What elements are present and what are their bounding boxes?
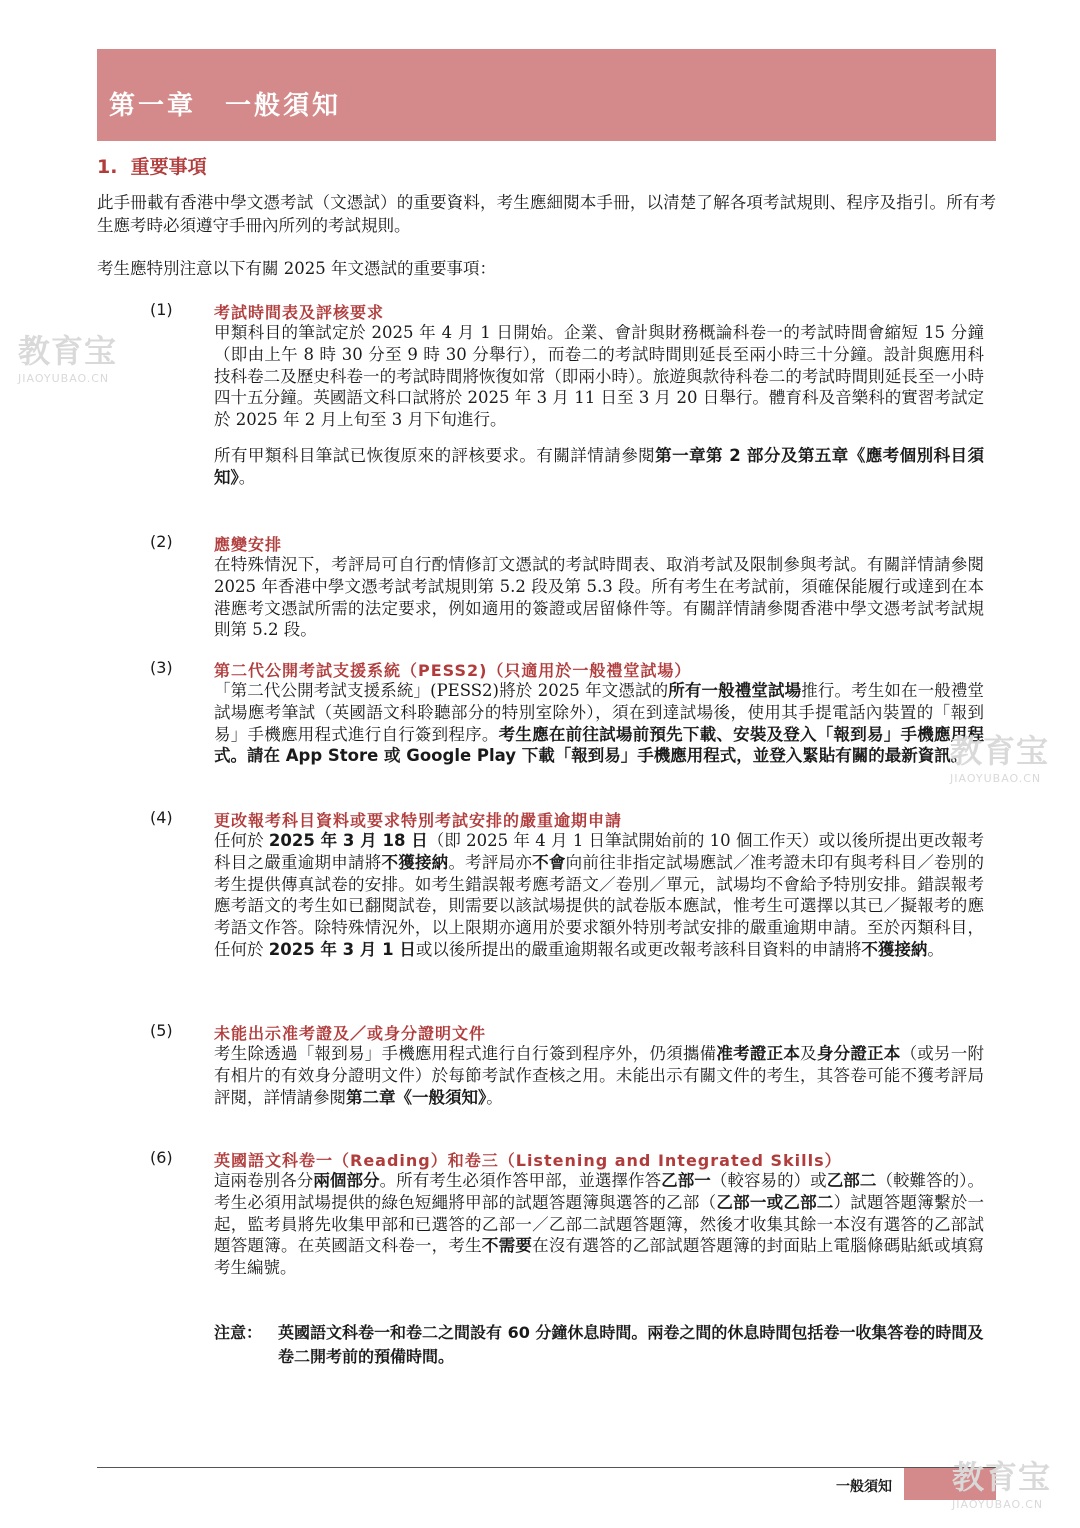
item-paragraph: 任何於 2025 年 3 月 18 日（即 2025 年 4 月 1 日筆試開始前的 10 個工作天）或以後所提出更改報考科目之嚴重逾期申請將不獲接納。考評局亦不會向前往非指定試場應試／准考證未印有與考科目／卷別的考生提供傳真試卷的安排。如考生錯誤報考應考語文／卷別／單元，試場均不會給予特別安排。錯誤報考應考語文的考生如已翻閱試卷，則需要以該試場提供的試卷版本應試，惟考生可選擇以其已／擬報考的應考語文作答。除特殊情況外，以上限期亦適用於要求額外特別考試安排的嚴重逾期申請。至於丙類科目，任何於 2025 年 3 月 1 日或以後所提出的嚴重逾期報名或更改報考該科目資料的申請將不獲接納。 [214, 831, 985, 959]
item-paragraph: 這兩卷別各分兩個部分。所有考生必須作答甲部，並選擇作答乙部一（較容易的）或乙部二（較難答的）。考生必須用試場提供的綠色短繩將甲部的試題答題簿與選答的乙部（乙部一或乙部二）試題答題簿繫於一起，監考員將先收集甲部和已選答的乙部一／乙部二試題答題簿，然後才收集其餘一本沒有選答的乙部試題答題簿。在英國語文科卷一，考生不需要在沒有選答的乙部試題答題簿的封面貼上電腦條碼貼紙或填寫考生編號。 [214, 1171, 985, 1278]
item-title: 第二代公開考試支援系統（PESS2)（只適用於一般禮堂試場） [214, 661, 692, 680]
item-body [214, 830, 984, 961]
watermark-logo: 教育宝 JIAOYUBAO.CN [950, 732, 1050, 785]
chapter-reference: 第一章第 2 部分及第五章《應考個別科目須知》 [214, 445, 984, 487]
lead-paragraph: 考生應特別注意以下有關 2025 年文憑試的重要事項： [97, 259, 496, 278]
intro-paragraph: 此手冊載有香港中學文憑考試（文憑試）的重要資料，考生應細閱本手冊，以清楚了解各項考試規則、程序及指引。所有考生應考時必須遵守手冊內所列的考試規則。 [97, 193, 996, 235]
item-paragraph: 「第二代公開考試支援系統」(PESS2)將於 2025 年文憑試的所有一般禮堂試場推行。考生如在一般禮堂試場應考筆試（英國語文科聆聽部分的特別室除外），須在到達試場後，使用其手提電話內裝置的「報到易」手機應用程式進行自行簽到程序。考生應在前往試場前預先下載、安裝及登入「報到易」手機應用程式。請在 App Store 或 Google Play 下載「報到易」手機應用程式，並登入緊貼有關的最新資訊。 [214, 681, 985, 766]
footer-divider [97, 1467, 996, 1468]
note-label: 注意： [214, 1323, 263, 1342]
item-body [214, 1043, 984, 1108]
item-paragraph: 所有甲類科目筆試已恢復原來的評核要求。有關詳情請參閱第一章第 2 部分及第五章《應考個別科目須知》。 [214, 445, 984, 487]
item-body [214, 554, 984, 641]
item-number: (4) [150, 808, 173, 827]
item-body [214, 1170, 984, 1279]
item-number: (6) [150, 1148, 173, 1167]
item-paragraph: 甲類科目的筆試定於 2025 年 4 月 1 日開始。企業、會計與財務概論科卷一的考試時間會縮短 15 分鐘（即由上午 8 時 30 分至 9 時 30 分舉行），而卷二的考試時間則延長至兩小時三十分鐘。設計與應用科技科卷二及歷史科卷一的考試時間將恢復如常（即兩小時）。旅遊與款待科卷二的考試時間則延長至一小時四十五分鐘。英國語文科口試將於 2025 年 3 月 11 日至 3 月 20 日舉行。體育科及音樂科的實習考試定於 2025 年 2 月上旬至 3 月下旬進行。 [214, 323, 984, 430]
item-title: 英國語文科卷一（Reading）和卷三（Listening and Integrated Skills） [214, 1151, 842, 1170]
item-body [214, 680, 984, 767]
item-title: 應變安排 [214, 535, 283, 554]
watermark-logo: 教育宝 JIAOYUBAO.CN [952, 1458, 1052, 1511]
item-number: (5) [150, 1021, 173, 1040]
watermark-logo: 教育宝 JIAOYUBAO.CN [18, 332, 118, 385]
item-number: (1) [150, 300, 173, 319]
item-paragraph: 考生除透過「報到易」手機應用程式進行自行簽到程序外，仍須攜備准考證正本及身分證正本（或另一附有相片的有效身分證明文件）於每節考試作查核之用。未能出示有關文件的考生，其答卷可能不獲考評局評閱，詳情請參閱第二章《一般須知》。 [214, 1044, 985, 1107]
item-title: 更改報考科目資料或要求特別考試安排的嚴重逾期申請 [214, 811, 623, 830]
item-paragraph: 在特殊情況下，考評局可自行酌情修訂文憑試的考試時間表、取消考試及限制參與考試。有關詳情請參閱 2025 年香港中學文憑考試考試規則第 5.2 段及第 5.3 段。所有考生在考試前，須確保能履行或達到在本港應考文憑試所需的法定要求，例如適用的簽證或居留條件等。有關詳情請參閱香港中學文憑考試考試規則第 5.2 段。 [214, 555, 984, 640]
item-title: 未能出示准考證及／或身分證明文件 [214, 1024, 487, 1043]
item-number: (2) [150, 532, 173, 551]
chapter-title: 第一章 一般須知 [109, 91, 342, 121]
item-number: (3) [150, 658, 173, 677]
section-title: 1. 重要事項 [97, 156, 207, 178]
item-title: 考試時間表及評核要求 [214, 303, 385, 322]
footer-label: 一般須知 [836, 1479, 892, 1495]
item-body [214, 322, 984, 489]
note-block [214, 1321, 984, 1369]
note-text: 英國語文科卷一和卷二之間設有 60 分鐘休息時間。兩卷之間的休息時間包括卷一收集答卷的時間及卷二開考前的預備時間。 [278, 1323, 984, 1366]
chapter-banner [97, 49, 996, 141]
